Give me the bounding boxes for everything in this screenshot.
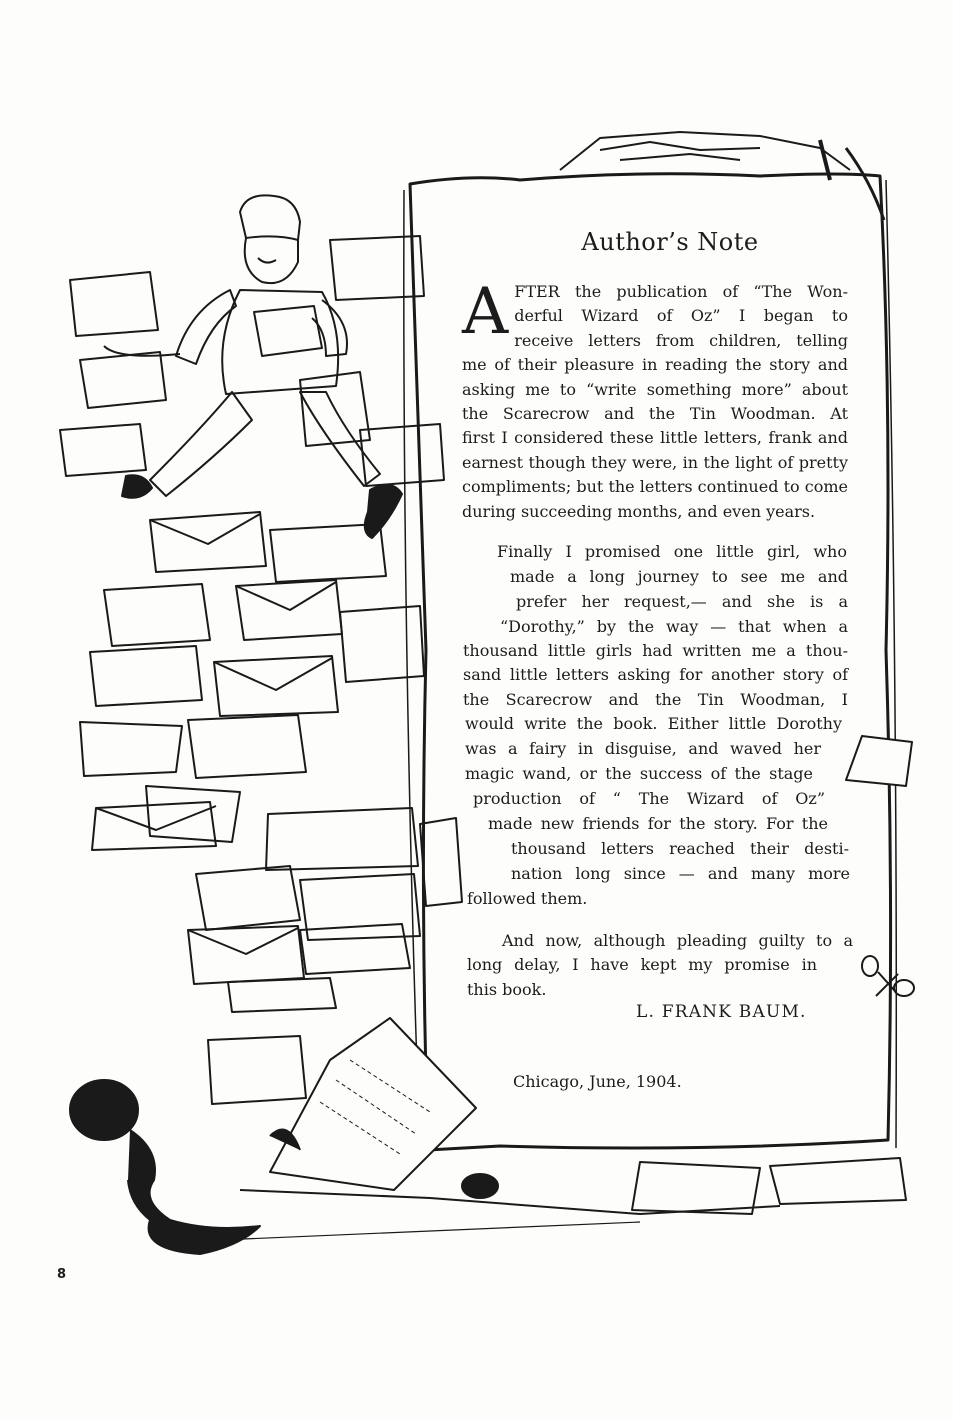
text-line: this book. (467, 979, 547, 999)
text-line: compliments; but the letters continued to come (462, 477, 848, 497)
text-line: derful Wizard of Oz” I began to (514, 306, 848, 326)
text-line: FTER the publication of “The Won- (514, 282, 848, 301)
text-line: made a long journey to see me and (510, 567, 848, 586)
dateline: Chicago, June, 1904. (513, 1072, 682, 1091)
text-line: And now, although pleading guilty to a (502, 931, 853, 950)
text-line: long delay, I have kept my promise in (467, 955, 817, 975)
text-line: Finally I promised one little girl, who (497, 542, 847, 561)
text-line: would write the book. Either little Dorothy (465, 714, 842, 733)
page-number: 8 (57, 1267, 67, 1282)
text-line: me of their pleasure in reading the story and (462, 355, 848, 375)
text-line: first I considered these little letters, frank and (462, 428, 848, 448)
text-line: followed them. (467, 889, 588, 908)
text-line: made new friends for the story. For the (488, 814, 828, 833)
text-line: asking me to “write something more” about (462, 379, 848, 399)
paragraph-1 (462, 275, 848, 524)
text-line: the Scarecrow and the Tin Woodman. At (462, 404, 848, 424)
paragraph-3 (467, 929, 853, 1002)
text-line: earnest though they were, in the light of pretty (462, 452, 848, 472)
text-line: thousand letters reached their desti- (511, 839, 849, 858)
text-line: was a fairy in disguise, and waved her (465, 739, 821, 758)
text-line: “Dorothy,” by the way — that when a (500, 617, 848, 636)
text-line: thousand little girls had written me a thou- (463, 641, 848, 660)
text-line: magic wand, or the success of the stage (465, 764, 813, 783)
letter-pile (60, 236, 462, 1104)
boy-figure (104, 195, 402, 538)
text-line: prefer her request,— and she is a (516, 592, 848, 611)
pinned-note (846, 736, 912, 786)
drop-cap: A (462, 275, 509, 349)
text-line: production of “ The Wizard of Oz” (473, 789, 825, 808)
text-line: receive letters from children, telling (514, 330, 848, 350)
page-title: Author’s Note (581, 228, 759, 256)
text-line: during succeeding months, and even years. (462, 501, 816, 521)
text-line: nation long since — and many more (511, 864, 850, 883)
scissors-icon (862, 956, 914, 996)
text-line: sand little letters asking for another story of (463, 665, 848, 684)
text-line: the Scarecrow and the Tin Woodman, I (463, 690, 848, 709)
author-signature: L. FRANK BAUM. (636, 1002, 807, 1022)
